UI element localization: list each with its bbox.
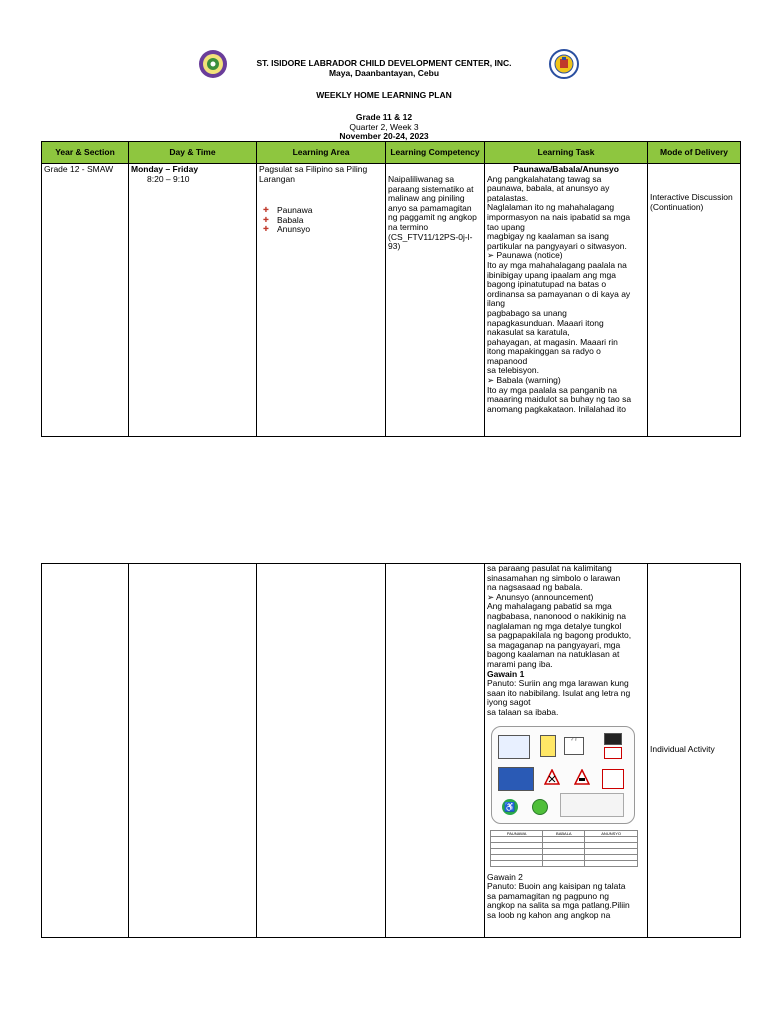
task-line: itong mapakinggan sa radyo o: [487, 346, 601, 357]
task-line: sa magaganap na pangyayari, mga: [487, 639, 621, 650]
day-time-cell-empty: [129, 564, 257, 938]
day-time-cell: [129, 164, 257, 437]
gawain1-line: iyong sagot: [487, 697, 531, 708]
task-line: sa pagpapakilala ng bagong produkto,: [487, 630, 632, 641]
task-line: naglalaman ng mga detalye tungkol: [487, 620, 622, 631]
learning-area-cell: [257, 164, 386, 437]
school-name: ST. ISIDORE LABRADOR CHILD DEVELOPMENT CENTER, INC.: [256, 58, 512, 68]
gawain1-title: Gawain 1: [487, 668, 525, 679]
day-range: Monday – Friday: [131, 164, 199, 174]
answer-header-anunsyo: ANUNSYO: [585, 830, 638, 836]
learning-plan-table-page2: [41, 563, 741, 938]
gawain1-line: saan ito nabibilang. Isulat ang letra ng: [487, 687, 631, 698]
learning-area: Pagsulat sa Filipino sa Piling Larangan: [259, 164, 368, 184]
sign-wheelchair: ♿: [502, 799, 518, 815]
task-line: partikular na pangyayari o sitwasyon.: [487, 240, 627, 251]
learning-task-cell-page2: [485, 564, 648, 938]
sign-text-box: [560, 793, 624, 817]
school-address: Maya, Daanbantayan, Cebu: [328, 68, 440, 78]
year-section-cell-empty: [42, 564, 129, 938]
sign-restroom: ♂♀: [564, 737, 584, 755]
competency-cell-empty: [386, 564, 485, 938]
task-line: Ito ay mga paalala sa panganib na: [487, 384, 617, 395]
sign-text-notice: [602, 769, 624, 789]
gawain2-line: angkop na salita sa mga patlang.Piliin: [487, 900, 630, 911]
task-line: sa paraang pasulat na kalimitang: [487, 563, 612, 573]
sign-crossing-triangle: [544, 769, 560, 785]
task-text-page2: [487, 564, 645, 670]
gawain1-instructions: [487, 679, 645, 717]
date-range: November 20-24, 2023: [339, 131, 429, 141]
competency-cell: [386, 164, 485, 437]
task-line: marami pang iba.: [487, 658, 553, 669]
activity-signs-image: [491, 726, 635, 824]
task-line: Ang pangkalahatang tawag sa: [487, 173, 602, 184]
area-bullet-paunawa: ✚ Paunawa: [259, 206, 383, 216]
task-line: paunawa, babala, at anunsyo ay: [487, 183, 610, 194]
mode-cell-page2: [648, 564, 741, 938]
answer-table: [490, 830, 638, 867]
task-line: maaaring maidulot sa buhay ng tao sa: [487, 394, 632, 405]
gawain2-line: Panuto: Buoin ang kaisipan ng talata: [487, 881, 626, 892]
area-bullet-anunsyo: ✚ Anunsyo: [259, 225, 383, 235]
task-line: pahayagan, at magasin. Maaari rin: [487, 336, 618, 347]
time-range: 8:20 – 9:10: [147, 173, 190, 184]
task-line: Naglalaman ito ng mahahalagang: [487, 202, 615, 213]
task-line: mapanood: [487, 355, 528, 366]
header-learning-area: Learning Area: [257, 142, 386, 164]
area-bullet-babala: ✚ Babala: [259, 216, 383, 226]
gawain2-line: sa pamamagitan ng pagpuno ng: [487, 890, 609, 901]
grade-level: Grade 11 & 12: [355, 112, 413, 122]
task-line: ➢ Babala (warning): [487, 375, 561, 386]
task-line: napagkasunduan. Maaari itong: [487, 317, 604, 328]
task-title: Paunawa/Babala/Anunsyo: [513, 164, 619, 174]
learning-plan-table-page1: [41, 141, 741, 437]
gawain1-line: Panuto: Suriin ang mga larawan kung: [487, 678, 629, 689]
task-line: bagong ipinatutupad na batas o: [487, 279, 607, 290]
year-section-cell: [42, 164, 129, 437]
mode-of-delivery-individual: Individual Activity: [650, 744, 715, 754]
learning-area-cell-empty: [257, 564, 386, 938]
gawain1-line: sa talaan sa ibaba.: [487, 706, 559, 717]
sign-warning-triangle: [540, 735, 556, 757]
task-line: tao upang: [487, 221, 525, 232]
task-line: nakasulat sa karatula,: [487, 327, 570, 338]
learning-task-cell: [485, 164, 648, 437]
mode-of-delivery-interactive: Interactive Discussion (Continuation): [650, 192, 733, 212]
task-line: pagbabago sa unang: [487, 307, 567, 318]
task-line: na nagsasaad ng babala.: [487, 582, 583, 593]
header-day-time: Day & Time: [129, 142, 257, 164]
task-line: bagong kaalaman na natuklasan at: [487, 649, 620, 660]
answer-header-paunawa: PAUNAWA: [491, 830, 543, 836]
sign-blue-poster: [498, 767, 534, 791]
task-line: impormasyon na nais ipabatid sa mga: [487, 211, 631, 222]
task-text-page1: [487, 175, 645, 415]
year-section: Grade 12 - SMAW: [44, 164, 114, 174]
plan-title: WEEKLY HOME LEARNING PLAN: [316, 90, 452, 100]
task-line: sinasamahan ng simbolo o larawan: [487, 572, 621, 583]
gawain2-line: sa loob ng kahon ang angkop na: [487, 909, 611, 920]
sign-animal-triangle: [574, 769, 590, 785]
sign-paunawa: [498, 735, 530, 759]
task-line: ➢ Paunawa (notice): [487, 250, 563, 261]
learning-competency: Naipaliliwanag sa paraang sistematiko at malinaw ang piniling anyo sa pamamagitan ng paggamit ng angkop na termino (CS_FTV11/12PS-0j-l-93): [388, 174, 477, 252]
task-line: patalastas.: [487, 192, 529, 203]
quarter-week: Quarter 2, Week 3: [349, 122, 419, 132]
sign-fire-exit: [604, 733, 622, 745]
task-line: ilang: [487, 298, 505, 309]
task-line: anomang pagkakataon. Inilalahad ito: [487, 403, 626, 414]
header-mode-of-delivery: Mode of Delivery: [648, 142, 741, 164]
task-line: ordinansa sa pamayanan o di kaya ay: [487, 288, 631, 299]
task-line: sa telebisyon.: [487, 365, 539, 376]
sign-red-notice: [604, 747, 622, 759]
task-line: nagbabasa, nanonood o nakikinig na: [487, 610, 626, 621]
answer-header-babala: BABALA: [543, 830, 585, 836]
header-year-section: Year & Section: [42, 142, 129, 164]
header-learning-task: Learning Task: [485, 142, 648, 164]
task-line: ➢ Anunsyo (announcement): [487, 591, 594, 602]
task-line: magbigay ng kaalaman sa isang: [487, 231, 609, 242]
task-line: Ang mahalagang pabatid sa mga: [487, 601, 612, 612]
task-line: Ito ay mga mahahalagang paalala na: [487, 259, 627, 270]
gawain2-instructions: [487, 882, 645, 920]
task-line: ibinibigay upang ipaalam ang mga: [487, 269, 617, 280]
mode-cell-page1: [648, 164, 741, 437]
sign-circle-green: [532, 799, 548, 815]
header-learning-competency: Learning Competency: [386, 142, 485, 164]
gawain2-title: Gawain 2: [487, 871, 523, 882]
